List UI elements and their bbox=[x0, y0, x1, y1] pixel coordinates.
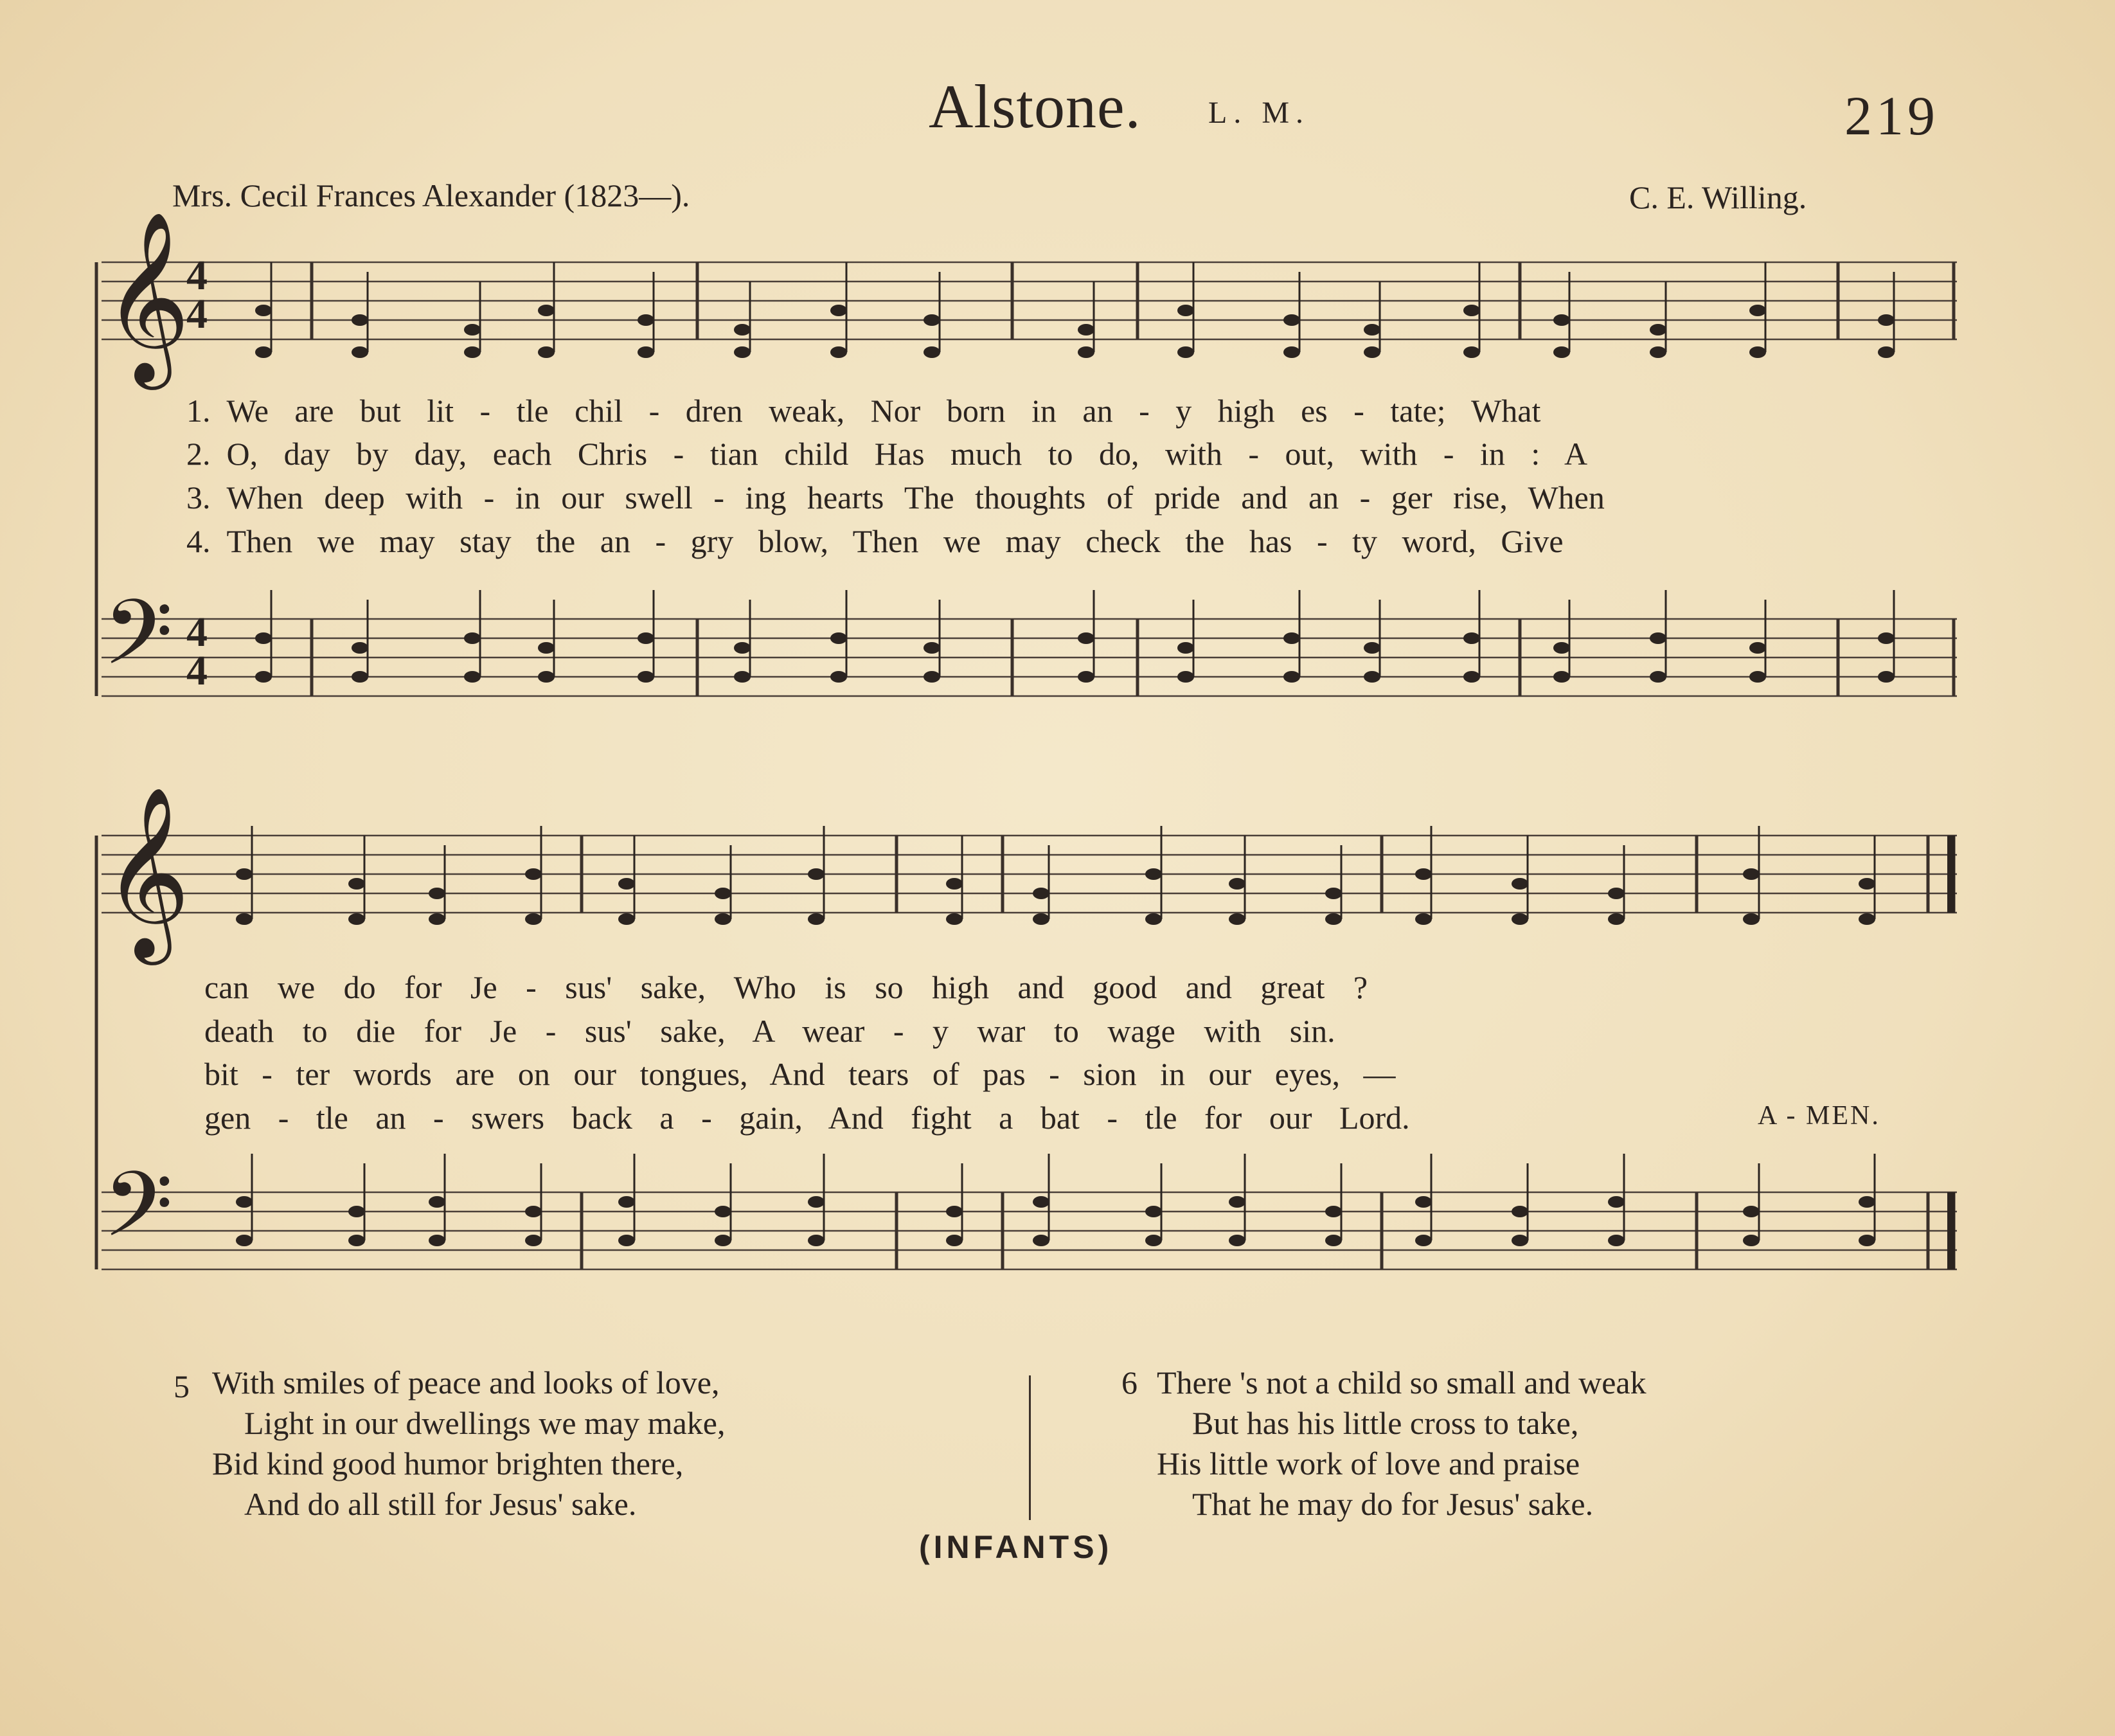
note-head bbox=[1512, 1235, 1528, 1246]
note-head bbox=[715, 1235, 731, 1246]
note-head bbox=[236, 913, 253, 925]
note-head bbox=[525, 868, 542, 880]
note-head bbox=[1325, 913, 1342, 925]
note-head bbox=[734, 324, 751, 336]
note-head bbox=[638, 314, 654, 326]
note-head bbox=[1650, 632, 1666, 644]
note-head bbox=[638, 346, 654, 358]
treble-clef-icon: 𝄞 bbox=[103, 786, 190, 958]
note-head bbox=[348, 1206, 365, 1217]
note-head bbox=[1608, 913, 1625, 925]
note-head bbox=[1463, 346, 1480, 358]
note-head bbox=[1415, 1235, 1432, 1246]
note-head bbox=[538, 671, 555, 683]
note-head bbox=[1033, 913, 1049, 925]
note-head bbox=[1553, 346, 1570, 358]
stanza-number: 5 bbox=[174, 1368, 190, 1404]
note-head bbox=[1283, 671, 1300, 683]
note-head bbox=[1283, 314, 1300, 326]
time-signature-bottom: 4 bbox=[186, 647, 208, 694]
note-head bbox=[830, 671, 847, 683]
note-head bbox=[924, 314, 940, 326]
stanza-6-line: But has his little cross to take, bbox=[1192, 1405, 1579, 1441]
note-head bbox=[1078, 324, 1094, 336]
stanza-5-line: With smiles of peace and looks of love, bbox=[212, 1365, 720, 1400]
note-head bbox=[1878, 314, 1895, 326]
note-head bbox=[808, 1196, 825, 1208]
stanza-divider bbox=[1029, 1375, 1031, 1520]
note-head bbox=[464, 671, 481, 683]
note-head bbox=[1878, 346, 1895, 358]
note-head bbox=[352, 671, 368, 683]
note-head bbox=[1608, 1196, 1625, 1208]
stanza-5-line: And do all still for Jesus' sake. bbox=[244, 1486, 637, 1522]
note-head bbox=[1078, 671, 1094, 683]
note-head bbox=[429, 1196, 445, 1208]
note-head bbox=[429, 1235, 445, 1246]
composer-credit: C. E. Willing. bbox=[1629, 179, 1807, 215]
note-head bbox=[638, 671, 654, 683]
note-head bbox=[1553, 642, 1570, 654]
note-head bbox=[1878, 632, 1895, 644]
note-head bbox=[1859, 1235, 1875, 1246]
lyric-line-verse-2: 2. O, day by day, each Chris - tian child Has much to do, with - out, with - in : A bbox=[186, 436, 1588, 472]
note-head bbox=[946, 913, 963, 925]
stanza-5-line: Light in our dwellings we may make, bbox=[244, 1405, 726, 1441]
note-head bbox=[1512, 878, 1528, 890]
note-head bbox=[618, 878, 635, 890]
note-head bbox=[734, 346, 751, 358]
note-head bbox=[1364, 642, 1380, 654]
stanza-6-line: That he may do for Jesus' sake. bbox=[1192, 1486, 1594, 1522]
note-head bbox=[255, 346, 272, 358]
lyric-line-verse-3: 3. When deep with - in our swell - ing hearts The thoughts of pride and an - ger rise, When bbox=[186, 479, 1605, 515]
note-head bbox=[1325, 1235, 1342, 1246]
note-head bbox=[1415, 913, 1432, 925]
note-head bbox=[1325, 888, 1342, 899]
lyric-line-verse-2: death to die for Je - sus' sake, A wear - y war to wage with sin. bbox=[204, 1013, 1335, 1049]
stanza-6-line: There 's not a child so small and weak bbox=[1157, 1365, 1646, 1400]
note-head bbox=[1608, 1235, 1625, 1246]
note-head bbox=[1078, 346, 1094, 358]
note-head bbox=[525, 1206, 542, 1217]
lyric-line-verse-3: bit - ter words are on our tongues, And tears of pas - sion in our eyes, — bbox=[204, 1056, 1396, 1092]
note-head bbox=[1749, 671, 1766, 683]
author-credit: Mrs. Cecil Frances Alexander (1823—). bbox=[172, 177, 690, 213]
note-head bbox=[1463, 305, 1480, 316]
note-head bbox=[352, 346, 368, 358]
note-head bbox=[1283, 632, 1300, 644]
time-signature-top: 4 bbox=[186, 252, 208, 299]
note-head bbox=[1743, 868, 1760, 880]
note-head bbox=[1145, 1206, 1162, 1217]
note-head bbox=[1650, 346, 1666, 358]
note-head bbox=[464, 346, 481, 358]
note-head bbox=[1229, 1196, 1245, 1208]
note-head bbox=[1415, 868, 1432, 880]
note-head bbox=[1145, 1235, 1162, 1246]
bass-clef-icon: 𝄢 bbox=[103, 1152, 174, 1280]
note-head bbox=[352, 314, 368, 326]
note-head bbox=[946, 878, 963, 890]
lyric-line-verse-1: can we do for Je - sus' sake, Who is so high and good and great ? bbox=[204, 969, 1368, 1005]
stanza-6-line: His little work of love and praise bbox=[1157, 1445, 1580, 1481]
note-head bbox=[1415, 1196, 1432, 1208]
note-head bbox=[924, 671, 940, 683]
note-head bbox=[1177, 346, 1194, 358]
note-head bbox=[1229, 913, 1245, 925]
note-head bbox=[1553, 314, 1570, 326]
note-head bbox=[1749, 305, 1766, 316]
note-head bbox=[352, 642, 368, 654]
lyric-line-verse-4: gen - tle an - swers back a - gain, And fight a bat - tle for our Lord. bbox=[204, 1100, 1410, 1136]
note-head bbox=[1878, 671, 1895, 683]
note-head bbox=[1512, 1206, 1528, 1217]
note-head bbox=[1283, 346, 1300, 358]
note-head bbox=[830, 346, 847, 358]
note-head bbox=[1749, 346, 1766, 358]
hymn-title: Alstone. bbox=[929, 72, 1141, 141]
note-head bbox=[1177, 671, 1194, 683]
note-head bbox=[236, 1235, 253, 1246]
note-head bbox=[464, 632, 481, 644]
bass-clef-icon: 𝄢 bbox=[103, 580, 174, 708]
note-head bbox=[525, 1235, 542, 1246]
stanza-5-line: Bid kind good humor brighten there, bbox=[212, 1445, 684, 1481]
note-head bbox=[715, 1206, 731, 1217]
note-head bbox=[618, 1235, 635, 1246]
note-head bbox=[1033, 1235, 1049, 1246]
final-bar-line bbox=[1947, 1192, 1955, 1269]
note-head bbox=[1512, 913, 1528, 925]
note-head bbox=[538, 642, 555, 654]
note-head bbox=[715, 913, 731, 925]
note-head bbox=[1033, 888, 1049, 899]
note-head bbox=[464, 324, 481, 336]
note-head bbox=[1177, 305, 1194, 316]
note-head bbox=[924, 346, 940, 358]
note-head bbox=[1553, 671, 1570, 683]
note-head bbox=[1749, 642, 1766, 654]
note-head bbox=[734, 642, 751, 654]
note-head bbox=[618, 1196, 635, 1208]
note-head bbox=[1859, 1196, 1875, 1208]
amen-label: A - MEN. bbox=[1758, 1101, 1880, 1131]
note-head bbox=[1650, 671, 1666, 683]
note-head bbox=[715, 888, 731, 899]
note-head bbox=[1364, 346, 1380, 358]
note-head bbox=[1463, 671, 1480, 683]
clefs bbox=[103, 211, 190, 1280]
note-head bbox=[538, 305, 555, 316]
stanza-number: 6 bbox=[1121, 1365, 1138, 1400]
note-head bbox=[1325, 1206, 1342, 1217]
note-head bbox=[734, 671, 751, 683]
note-head bbox=[808, 868, 825, 880]
note-head bbox=[1364, 324, 1380, 336]
note-head bbox=[808, 913, 825, 925]
note-head bbox=[1859, 913, 1875, 925]
note-head bbox=[1650, 324, 1666, 336]
final-bar-line bbox=[1947, 836, 1955, 913]
note-head bbox=[946, 1235, 963, 1246]
note-head bbox=[429, 888, 445, 899]
note-head bbox=[830, 632, 847, 644]
note-head bbox=[1229, 878, 1245, 890]
note-head bbox=[1145, 868, 1162, 880]
note-head bbox=[1033, 1196, 1049, 1208]
note-head bbox=[1608, 888, 1625, 899]
note-head bbox=[808, 1235, 825, 1246]
note-head bbox=[236, 1196, 253, 1208]
note-head bbox=[1743, 913, 1760, 925]
note-head bbox=[1078, 632, 1094, 644]
note-head bbox=[348, 1235, 365, 1246]
note-head bbox=[830, 305, 847, 316]
note-head bbox=[429, 913, 445, 925]
note-head bbox=[1145, 913, 1162, 925]
note-head bbox=[538, 346, 555, 358]
note-head bbox=[638, 632, 654, 644]
hymn-category: (INFANTS) bbox=[919, 1529, 1113, 1565]
note-head bbox=[348, 878, 365, 890]
note-head bbox=[618, 913, 635, 925]
note-head bbox=[1229, 1235, 1245, 1246]
note-head bbox=[348, 913, 365, 925]
lyric-line-verse-4: 4. Then we may stay the an - gry blow, Then we may check the has - ty word, Give bbox=[186, 523, 1564, 559]
note-head bbox=[255, 671, 272, 683]
time-signature-bottom: 4 bbox=[186, 291, 208, 337]
note-head bbox=[1743, 1235, 1760, 1246]
lyric-line-verse-1: 1. We are but lit - tle chil - dren weak, Nor born in an - y high es - tate; What bbox=[186, 393, 1541, 429]
note-head bbox=[255, 632, 272, 644]
time-signature-top: 4 bbox=[186, 609, 208, 656]
note-head bbox=[1463, 632, 1480, 644]
note-head bbox=[1177, 642, 1194, 654]
note-head bbox=[525, 913, 542, 925]
page-number: 219 bbox=[1844, 85, 1939, 147]
note-head bbox=[1859, 878, 1875, 890]
note-head bbox=[236, 868, 253, 880]
hymn-meter: L. M. bbox=[1208, 96, 1310, 130]
note-head bbox=[946, 1206, 963, 1217]
note-head bbox=[924, 642, 940, 654]
note-head bbox=[255, 305, 272, 316]
note-head bbox=[1743, 1206, 1760, 1217]
note-head bbox=[1364, 671, 1380, 683]
treble-clef-icon: 𝄞 bbox=[103, 211, 190, 382]
